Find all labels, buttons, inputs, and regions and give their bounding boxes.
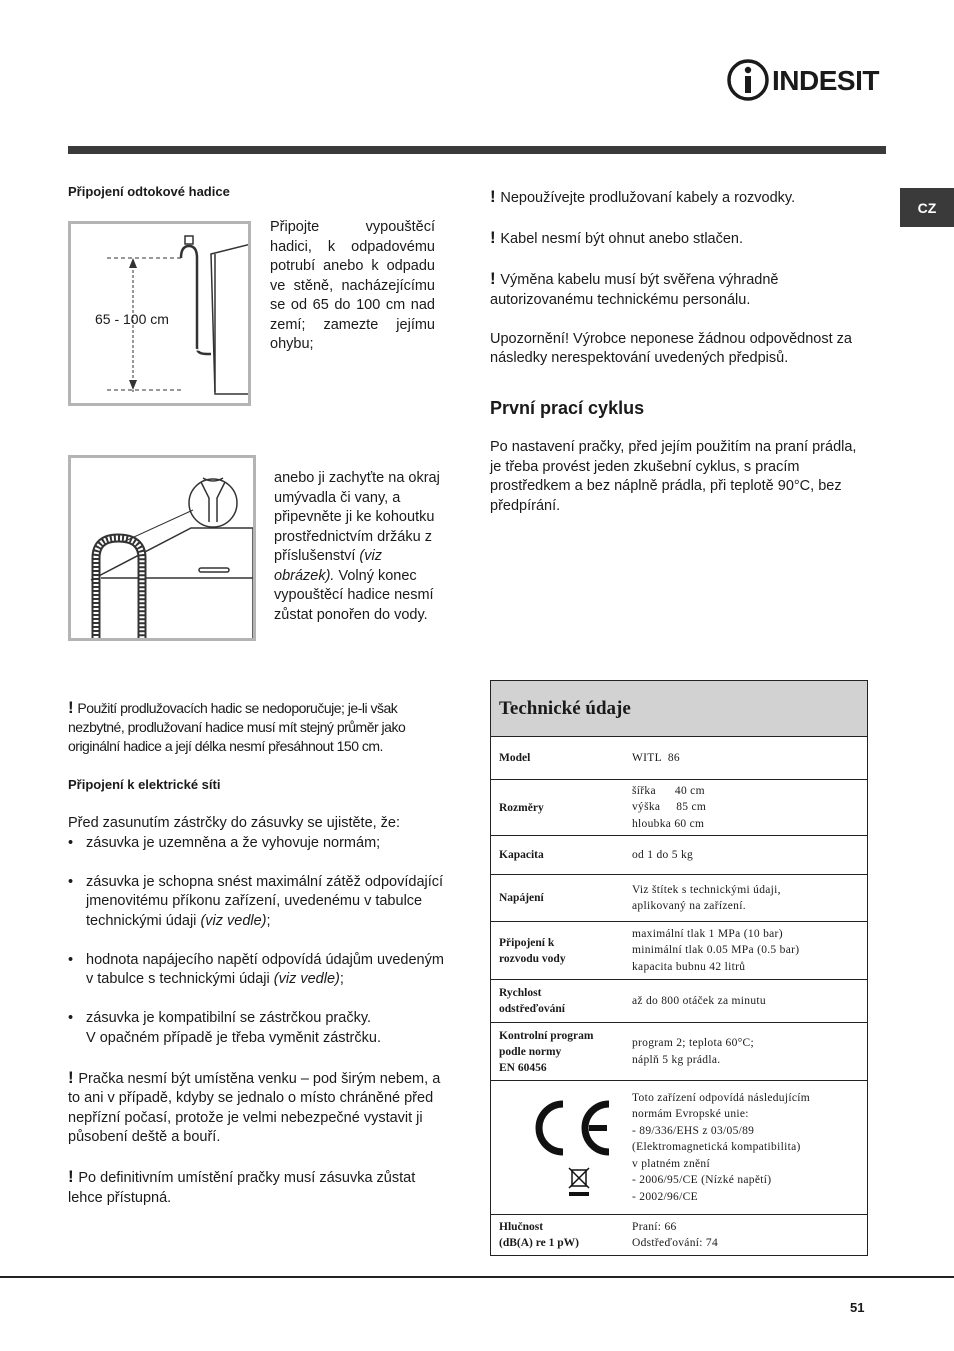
tech-value-line: (Elektromagnetická kompatibilita) — [632, 1141, 801, 1154]
drain-text-2 — [274, 469, 446, 625]
electric-bullet-4-line-1: • zásuvka je kompatibilní se zástrčkou pračky. — [86, 1010, 372, 1026]
tech-value-line: - 89/336/EHS z 03/05/89 — [632, 1124, 755, 1137]
right-warnings — [490, 187, 868, 369]
electric-bullet-1: • zásuvka je uzemněna a že vyhovuje normám; — [68, 834, 444, 854]
tech-value-line: maximální tlak 1 MPa (10 bar) — [632, 927, 783, 940]
socket-access-warning-text: Po definitivním umístění pračky musí zásuvka zůstat lehce přístupná. — [68, 1170, 416, 1206]
warning-mark: ! — [68, 1167, 79, 1186]
tech-row-value — [632, 1035, 867, 1068]
electric-bullet-3 — [68, 951, 444, 990]
tech-value-line: od 1 do 5 kg — [632, 848, 694, 861]
tech-row-value — [632, 783, 867, 833]
cable-bend-warning — [490, 228, 868, 250]
tech-value-line: Praní: 66 — [632, 1220, 677, 1233]
warning-mark: ! — [490, 228, 501, 247]
tech-row-value — [632, 847, 867, 864]
tech-key-line: Kapacita — [499, 849, 544, 861]
outdoor-warning-text: Pračka nesmí být umístěna venku – pod širým nebem, a to ani v případě, kdyby se jednalo o místo chráněné před nepřízní počasí, protože je velmi nebezpečné vystavit ji působení deště a bouří. — [68, 1070, 441, 1145]
tech-value-line: šířka 40 cm — [632, 784, 705, 797]
tech-row — [491, 980, 867, 1023]
tech-key-line: odstřeďování — [499, 1003, 565, 1015]
warning-mark: ! — [490, 187, 501, 206]
drain-text-2-part-b: Volný konec vypouštěcí hadice nesmí zůstat ponořen do vody. — [274, 567, 434, 623]
tech-value-line: výška 85 cm — [632, 801, 707, 814]
warning-mark: ! — [68, 698, 78, 717]
drain-text-1: Připojte vypouštěcí hadici, k odpadovému potrubí anebo k odpadu ve stěně, nacházejícímu se od 65 do 100 cm nad zemí; zamezte jejímu ohybu; — [270, 219, 435, 352]
tech-row-key — [491, 847, 632, 863]
page-number: 51 — [850, 1300, 865, 1315]
tech-row — [491, 1023, 867, 1081]
tech-key-line: Připojení k — [499, 936, 555, 949]
tech-key-line: EN 60456 — [499, 1061, 547, 1074]
electric-heading: Připojení k elektrické síti — [68, 777, 221, 792]
tech-row-value — [632, 926, 867, 976]
electric-bullet-4-line-2: V opačném případě je třeba vyměnit zástrčku. — [86, 1029, 381, 1046]
tech-value-line: normám Evropské unie: — [632, 1108, 749, 1121]
language-tab: CZ — [900, 188, 954, 227]
tech-value-line: - 2006/95/CE (Nízké napětí) — [632, 1174, 772, 1187]
tech-row-key — [491, 890, 632, 906]
tech-row-key — [491, 985, 632, 1017]
tech-row — [491, 836, 867, 875]
weee-bin-icon — [569, 1168, 589, 1196]
warning-mark: ! — [68, 1067, 79, 1087]
tech-specs-rows — [491, 737, 867, 1255]
tech-value-line: náplň 5 kg prádla. — [632, 1053, 721, 1066]
tech-row-key — [491, 1088, 632, 1208]
tech-value-line: aplikovaný na zařízení. — [632, 900, 746, 912]
electric-section — [68, 814, 444, 1208]
cable-replacement-warning-text: Výměna kabelu musí být svěřena výhradně autorizovanému technickému personálu. — [490, 272, 779, 308]
tech-value-line: hloubka 60 cm — [632, 817, 705, 830]
tech-row-value — [632, 993, 867, 1010]
tech-row-key — [491, 935, 632, 967]
indesit-logo — [726, 58, 888, 102]
tech-row-key — [491, 800, 632, 816]
tech-row-key — [491, 1028, 632, 1076]
tech-row-value — [632, 882, 867, 915]
tech-value-line: Viz štítek s technickými údaji, — [632, 883, 781, 896]
tech-value-line: minimální tlak 0.05 MPa (0.5 bar) — [632, 944, 800, 957]
liability-notice: Upozornění! Výrobce neponese žádnou odpovědnost za následky nerespektování uvedených předpisů. — [490, 330, 852, 366]
tech-key-line: Rozměry — [499, 801, 544, 814]
warning-mark: ! — [490, 269, 501, 288]
tech-key-line: rozvodu vody — [499, 952, 566, 965]
drain-sink-illustration — [71, 458, 253, 638]
tech-row-key — [491, 1219, 632, 1251]
drain-text-2-italic: (viz obrázek). — [274, 548, 382, 584]
electric-intro: Před zasunutím zástrčky do zásuvky se ujistěte, že: — [68, 815, 401, 831]
tech-value-line: až do 800 otáček za minutu — [632, 994, 766, 1007]
drain-figure-sink — [68, 455, 256, 641]
tech-key-line: (dB(A) re 1 pW) — [499, 1237, 579, 1249]
first-cycle-text: Po nastavení pračky, před jejím použitím na praní prádla, je třeba provést jeden zkušební cyklus, s pracím prostředkem a bez náplně prádla, při teplotě 90°C, bez předpírání. — [490, 439, 857, 514]
electric-bullet-2-end: ; — [266, 912, 271, 929]
ce-mark-icon — [513, 1088, 613, 1203]
tech-row — [491, 922, 867, 980]
tech-row-value — [632, 1090, 867, 1206]
tech-key-line: Kontrolní program — [499, 1029, 594, 1042]
tech-key-line: podle normy — [499, 1045, 562, 1058]
electric-bullet-3-text: hodnota napájecího napětí odpovídá údajům uvedeným v tabulce s technickými údaji — [86, 951, 444, 987]
cable-bend-warning-text: Kabel nesmí být ohnut anebo stlačen. — [500, 231, 744, 247]
tech-specs-table — [490, 680, 868, 1256]
tech-value-line: - 2002/96/CE — [632, 1190, 698, 1203]
tech-row-value — [632, 1219, 867, 1252]
tech-row — [491, 1081, 867, 1215]
brand-name: INDESIT — [772, 65, 879, 96]
tech-key-line: Hlučnost — [499, 1221, 544, 1233]
electric-bullet-2-italic: (viz vedle) — [200, 912, 267, 929]
tech-row — [491, 1215, 867, 1255]
electric-bullet-2-text: zásuvka je schopna snést maximální zátěž odpovídající jmenovitému příkonu zařízení, uvedenému v tabulce technickými údaji — [86, 873, 444, 929]
tech-row-key — [491, 750, 632, 766]
extension-cable-warning — [490, 187, 868, 209]
hose-extension-warning-text: Použití prodlužovacích hadic se nedoporučuje; je-li však nezbytné, prodlužovaní hadice musí mít stejný průměr jako originální hadice a její délka nesmí přesáhnout 150 cm. — [68, 700, 406, 755]
drain-heading: Připojení odtokové hadice — [68, 184, 230, 199]
extension-cable-warning-text: Nepoužívejte prodlužovaní kabely a rozvodky. — [500, 190, 796, 206]
header-rule — [68, 146, 886, 154]
cable-replacement-warning — [490, 269, 868, 310]
tech-row — [491, 780, 867, 836]
first-cycle-heading: První prací cyklus — [490, 398, 645, 418]
tech-value-line: Odstřeďování: 74 — [632, 1237, 719, 1249]
tech-row — [491, 737, 867, 780]
tech-value-line: Toto zařízení odpovídá následujícím — [632, 1091, 810, 1104]
indesit-logo-mark — [726, 58, 888, 102]
tech-value-line: v platném znění — [632, 1157, 710, 1170]
tech-value-line: kapacita bubnu 42 litrů — [632, 960, 746, 973]
tech-key-line: Napájení — [499, 892, 544, 904]
tech-key-line: Model — [499, 752, 531, 764]
tech-value-line: program 2; teplota 60°C; — [632, 1037, 754, 1049]
socket-access-warning — [68, 1167, 444, 1208]
tech-row — [491, 875, 867, 922]
height-label: 65 - 100 cm — [95, 311, 169, 327]
drain-text-2-part-a: anebo ji zachyťte na okraj umývadla či vany, a připevněte ji ke kohoutku prostřednictvím držáku z příslušenství — [274, 470, 440, 564]
electric-bullet-3-end: ; — [339, 971, 344, 987]
tech-specs-title: Technické údaje — [491, 681, 867, 737]
tech-row-value — [632, 750, 867, 767]
electric-bullet-4 — [68, 1009, 444, 1048]
tech-value-line: WITL 86 — [632, 751, 680, 764]
hose-extension-warning — [68, 698, 444, 757]
electric-bullet-3-italic: (viz vedle) — [273, 971, 340, 987]
footer-rule — [0, 1276, 954, 1278]
tech-key-line: Rychlost — [499, 987, 542, 999]
outdoor-warning — [68, 1068, 444, 1148]
electric-bullet-2 — [68, 873, 444, 932]
